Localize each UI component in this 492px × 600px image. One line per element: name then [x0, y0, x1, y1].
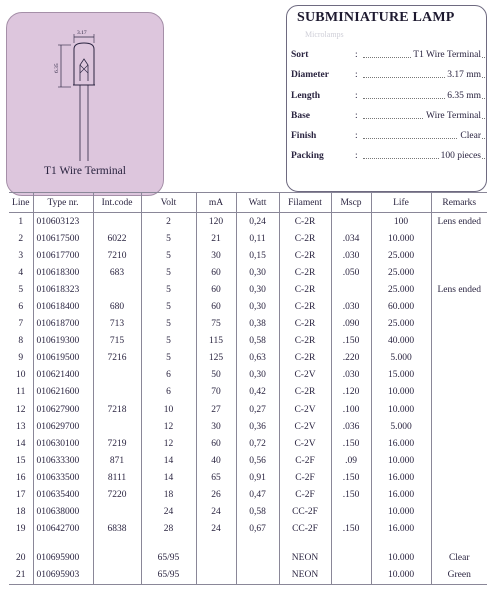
table-row: [9, 247, 487, 264]
cell-int-code: 683: [93, 264, 141, 281]
cell-mscp: .100: [331, 401, 371, 418]
cell-remarks: [431, 435, 487, 452]
spec-colon: :: [355, 131, 358, 141]
cell-type-nr: 010695900: [33, 550, 93, 567]
cell-line: 10: [16, 370, 26, 381]
cell-filament: C-2V: [279, 418, 331, 435]
cell-mscp: .050: [331, 264, 371, 281]
cell-watt: 0,72: [236, 435, 279, 452]
cell-mscp: .150: [331, 521, 371, 538]
cell-int-code: 715: [93, 333, 141, 350]
cell-filament: C-2R: [279, 350, 331, 367]
header-remarks: Remarks: [431, 193, 487, 213]
table-header-row: [9, 193, 487, 213]
cell-int-code: 871: [93, 452, 141, 469]
lamp-caption: T1 Wire Terminal: [44, 165, 126, 177]
cell-watt: 0,63: [236, 350, 279, 367]
gap-cell: [371, 538, 431, 550]
cell-type-nr: 010618400: [33, 298, 93, 315]
cell-line: 3: [18, 250, 24, 261]
cell-type-nr: 010617700: [33, 247, 93, 264]
cell-int-code: 680: [93, 298, 141, 315]
cell-type-nr: 010633500: [33, 469, 93, 486]
cell-life: 16.000: [371, 487, 431, 504]
cell-ma: 30: [196, 247, 236, 264]
spec-colon: :: [355, 151, 358, 161]
cell-life: 25.000: [371, 247, 431, 264]
lamp-image-panel: [6, 12, 164, 196]
spec-value: T1 Wire Terminal: [413, 50, 481, 60]
spec-panel: [286, 5, 487, 192]
cell-watt: 0,42: [236, 384, 279, 401]
cell-remarks: Lens ended: [431, 213, 487, 231]
cell-remarks: [431, 350, 487, 367]
cell-ma: [196, 550, 236, 567]
cell-volt: 12: [141, 435, 196, 452]
cell-life: 60.000: [371, 298, 431, 315]
cell-mscp: .150: [331, 469, 371, 486]
cell-line: 4: [18, 267, 24, 278]
cell-remarks: [431, 247, 487, 264]
cell-type-nr: 010635400: [33, 487, 93, 504]
spec-value: 3.17 mm: [447, 70, 481, 80]
cell-line: 15: [16, 455, 26, 466]
cell-int-code: 7210: [93, 247, 141, 264]
cell-remarks: [431, 333, 487, 350]
cell-type-nr: 010638000: [33, 504, 93, 521]
cell-mscp: .034: [331, 230, 371, 247]
cell-remarks: [431, 264, 487, 281]
cell-mscp: [331, 567, 371, 585]
cell-life: 10.000: [371, 230, 431, 247]
cell-ma: 21: [196, 230, 236, 247]
table-row: [9, 264, 487, 281]
cell-filament: C-2F: [279, 487, 331, 504]
cell-filament: C-2F: [279, 469, 331, 486]
cell-life: 16.000: [371, 469, 431, 486]
cell-mscp: .030: [331, 247, 371, 264]
cell-type-nr: 010630100: [33, 435, 93, 452]
cell-mscp: .220: [331, 350, 371, 367]
cell-life: 16.000: [371, 521, 431, 538]
cell-ma: 60: [196, 298, 236, 315]
cell-remarks: [431, 230, 487, 247]
cell-watt: 0,36: [236, 418, 279, 435]
cell-int-code: 713: [93, 316, 141, 333]
cell-line: 17: [16, 490, 26, 501]
cell-line: 13: [16, 421, 26, 432]
cell-life: 10.000: [371, 504, 431, 521]
cell-volt: 5: [141, 247, 196, 264]
cell-ma: 75: [196, 316, 236, 333]
cell-line: 5: [18, 284, 24, 295]
cell-int-code: 8111: [93, 469, 141, 486]
cell-type-nr: 010621400: [33, 367, 93, 384]
table-row: [9, 333, 487, 350]
header-line: Line: [9, 193, 33, 213]
cell-filament: C-2V: [279, 401, 331, 418]
spec-colon: :: [355, 50, 358, 60]
cell-watt: 0,15: [236, 247, 279, 264]
cell-mscp: .150: [331, 487, 371, 504]
cell-mscp: [331, 504, 371, 521]
cell-watt: 0,58: [236, 333, 279, 350]
cell-ma: 60: [196, 435, 236, 452]
cell-ma: 60: [196, 264, 236, 281]
cell-int-code: 7216: [93, 350, 141, 367]
cell-remarks: [431, 521, 487, 538]
cell-filament: C-2R: [279, 213, 331, 231]
cell-type-nr: 010642700: [33, 521, 93, 538]
spec-value: 100 pieces: [440, 151, 481, 161]
spec-colon: :: [355, 70, 358, 80]
cell-remarks: [431, 452, 487, 469]
cell-watt: 0,67: [236, 521, 279, 538]
cell-line: 11: [16, 387, 26, 398]
cell-volt: 2: [141, 213, 196, 231]
cell-filament: C-2R: [279, 281, 331, 298]
gap-cell: [93, 538, 141, 550]
cell-type-nr: 010619500: [33, 350, 93, 367]
cell-remarks: Clear: [431, 550, 487, 567]
spec-label: Sort: [291, 50, 309, 60]
cell-mscp: .090: [331, 316, 371, 333]
cell-volt: 5: [141, 316, 196, 333]
cell-watt: 0,30: [236, 367, 279, 384]
cell-watt: [236, 567, 279, 585]
spec-label: Diameter: [291, 70, 329, 80]
cell-int-code: [93, 550, 141, 567]
lamp-diagram: [45, 23, 125, 163]
spec-row-diameter: [291, 70, 485, 86]
header-watt: Watt: [236, 193, 279, 213]
table-row: [9, 418, 487, 435]
cell-filament: C-2V: [279, 367, 331, 384]
cell-watt: 0,30: [236, 264, 279, 281]
header-filament: Filament: [279, 193, 331, 213]
cell-line: 1: [18, 216, 24, 227]
cell-volt: 5: [141, 230, 196, 247]
cell-int-code: 7218: [93, 401, 141, 418]
cell-volt: 14: [141, 469, 196, 486]
cell-life: 10.000: [371, 452, 431, 469]
cell-watt: 0,30: [236, 281, 279, 298]
cell-volt: 5: [141, 298, 196, 315]
spec-value: Wire Terminal: [426, 111, 481, 121]
cell-ma: 60: [196, 281, 236, 298]
cell-remarks: [431, 401, 487, 418]
table-row: [9, 504, 487, 521]
table-row: [9, 367, 487, 384]
cell-mscp: .030: [331, 367, 371, 384]
gap-cell: [196, 538, 236, 550]
spec-value: 6.35 mm: [447, 91, 481, 101]
cell-filament: C-2R: [279, 298, 331, 315]
gap-cell: [431, 538, 487, 550]
cell-watt: 0,58: [236, 504, 279, 521]
cell-life: 5.000: [371, 350, 431, 367]
spec-row-length: [291, 91, 485, 107]
cell-life: 25.000: [371, 281, 431, 298]
cell-life: 10.000: [371, 384, 431, 401]
spec-colon: :: [355, 91, 358, 101]
cell-type-nr: 010627900: [33, 401, 93, 418]
cell-line: 6: [18, 302, 24, 313]
table-body: [9, 213, 487, 585]
cell-filament: CC-2F: [279, 521, 331, 538]
cell-watt: 0,47: [236, 487, 279, 504]
cell-life: 100: [371, 213, 431, 231]
table-row: [9, 469, 487, 486]
gap-cell: [279, 538, 331, 550]
cell-life: 10.000: [371, 550, 431, 567]
cell-mscp: [331, 213, 371, 231]
cell-volt: 5: [141, 350, 196, 367]
cell-filament: C-2R: [279, 333, 331, 350]
cell-remarks: [431, 469, 487, 486]
cell-watt: 0,91: [236, 469, 279, 486]
spec-row-base: [291, 111, 485, 127]
cell-int-code: 7219: [93, 435, 141, 452]
cell-filament: C-2F: [279, 452, 331, 469]
header-type-nr: Type nr.: [33, 193, 93, 213]
cell-type-nr: 010603123: [33, 213, 93, 231]
cell-volt: 28: [141, 521, 196, 538]
cell-filament: C-2R: [279, 264, 331, 281]
cell-life: 25.000: [371, 264, 431, 281]
cell-watt: 0,27: [236, 401, 279, 418]
cell-int-code: [93, 504, 141, 521]
spec-value: Clear: [460, 131, 481, 141]
cell-filament: C-2V: [279, 435, 331, 452]
cell-ma: 115: [196, 333, 236, 350]
cell-watt: 0,56: [236, 452, 279, 469]
spec-label: Finish: [291, 131, 317, 141]
table-row: [9, 435, 487, 452]
cell-int-code: 7220: [93, 487, 141, 504]
table-row: [9, 298, 487, 315]
cell-life: 10.000: [371, 401, 431, 418]
cell-remarks: [431, 384, 487, 401]
spec-colon: :: [355, 111, 358, 121]
table-row: [9, 213, 487, 231]
cell-volt: 14: [141, 452, 196, 469]
spec-faint-text: Microlamps: [305, 30, 344, 39]
cell-int-code: [93, 567, 141, 585]
cell-mscp: .150: [331, 333, 371, 350]
header-life: Life: [371, 193, 431, 213]
header-mscp: Mscp: [331, 193, 371, 213]
gap-cell: [9, 538, 33, 550]
cell-line: 14: [16, 438, 26, 449]
cell-ma: 24: [196, 504, 236, 521]
cell-type-nr: 010618700: [33, 316, 93, 333]
cell-remarks: [431, 316, 487, 333]
table-row: [9, 567, 487, 585]
gap-cell: [33, 538, 93, 550]
cell-mscp: .09: [331, 452, 371, 469]
cell-int-code: [93, 367, 141, 384]
table-row: [9, 487, 487, 504]
cell-ma: 30: [196, 418, 236, 435]
cell-ma: 125: [196, 350, 236, 367]
header-volt: Volt: [141, 193, 196, 213]
cell-line: 8: [18, 336, 24, 347]
cell-type-nr: 010695903: [33, 567, 93, 585]
cell-ma: 70: [196, 384, 236, 401]
table-row: [9, 384, 487, 401]
table-row: [9, 521, 487, 538]
cell-life: 10.000: [371, 567, 431, 585]
cell-mscp: .036: [331, 418, 371, 435]
cell-type-nr: 010621600: [33, 384, 93, 401]
cell-volt: 65/95: [141, 550, 196, 567]
cell-line: 20: [16, 553, 26, 564]
cell-int-code: [93, 281, 141, 298]
cell-volt: 12: [141, 418, 196, 435]
cell-ma: 40: [196, 452, 236, 469]
table-row: [9, 316, 487, 333]
spec-label: Packing: [291, 151, 324, 161]
cell-line: 21: [9, 567, 33, 585]
cell-mscp: .120: [331, 384, 371, 401]
spec-title: SUBMINIATURE LAMP: [297, 10, 455, 25]
cell-line: 9: [18, 353, 24, 364]
table-gap-row: [9, 538, 487, 550]
cell-mscp: .030: [331, 298, 371, 315]
cell-remarks: [431, 504, 487, 521]
table-row: [9, 550, 487, 567]
spec-row-finish: [291, 131, 485, 147]
cell-volt: 18: [141, 487, 196, 504]
cell-type-nr: 010617500: [33, 230, 93, 247]
cell-ma: 27: [196, 401, 236, 418]
cell-filament: C-2R: [279, 230, 331, 247]
cell-line: 19: [16, 524, 26, 535]
cell-watt: [236, 550, 279, 567]
header-ma: mA: [196, 193, 236, 213]
cell-filament: C-2R: [279, 384, 331, 401]
cell-remarks: [431, 367, 487, 384]
gap-cell: [236, 538, 279, 550]
cell-type-nr: 010618300: [33, 264, 93, 281]
cell-watt: 0,30: [236, 298, 279, 315]
cell-type-nr: 010633300: [33, 452, 93, 469]
table-row: [9, 452, 487, 469]
cell-ma: 65: [196, 469, 236, 486]
dim-length-label: 6.35: [54, 63, 60, 73]
gap-cell: [331, 538, 371, 550]
cell-life: 5.000: [371, 418, 431, 435]
cell-line: 16: [16, 472, 26, 483]
cell-int-code: [93, 384, 141, 401]
cell-ma: [196, 567, 236, 585]
cell-life: 15.000: [371, 367, 431, 384]
cell-line: 2: [18, 233, 24, 244]
cell-mscp: [331, 550, 371, 567]
cell-remarks: Green: [431, 567, 487, 585]
cell-type-nr: 010629700: [33, 418, 93, 435]
cell-life: 40.000: [371, 333, 431, 350]
cell-type-nr: 010618323: [33, 281, 93, 298]
cell-watt: 0,11: [236, 230, 279, 247]
cell-ma: 26: [196, 487, 236, 504]
cell-int-code: 6838: [93, 521, 141, 538]
spec-row-sort: [291, 50, 485, 66]
header-int-code: Int.code: [93, 193, 141, 213]
cell-ma: 24: [196, 521, 236, 538]
cell-filament: NEON: [279, 550, 331, 567]
cell-mscp: [331, 281, 371, 298]
cell-int-code: [93, 418, 141, 435]
table-row: [9, 281, 487, 298]
cell-mscp: .150: [331, 435, 371, 452]
cell-volt: 10: [141, 401, 196, 418]
table-row: [9, 401, 487, 418]
cell-watt: 0,38: [236, 316, 279, 333]
spec-label: Length: [291, 91, 321, 101]
cell-filament: CC-2F: [279, 504, 331, 521]
gap-cell: [141, 538, 196, 550]
cell-volt: 65/95: [141, 567, 196, 585]
cell-volt: 5: [141, 333, 196, 350]
table-row: [9, 350, 487, 367]
spec-row-packing: [291, 151, 485, 167]
cell-int-code: 6022: [93, 230, 141, 247]
cell-ma: 120: [196, 213, 236, 231]
table-row: [9, 230, 487, 247]
cell-remarks: [431, 298, 487, 315]
cell-ma: 50: [196, 367, 236, 384]
cell-line: 12: [16, 404, 26, 415]
cell-filament: C-2R: [279, 316, 331, 333]
cell-remarks: Lens ended: [431, 281, 487, 298]
dim-width-label: 3.17: [77, 30, 87, 36]
cell-volt: 6: [141, 384, 196, 401]
cell-int-code: [93, 213, 141, 231]
cell-volt: 24: [141, 504, 196, 521]
cell-type-nr: 010619300: [33, 333, 93, 350]
cell-volt: 6: [141, 367, 196, 384]
cell-filament: NEON: [279, 567, 331, 585]
cell-remarks: [431, 487, 487, 504]
lamp-table: [9, 192, 487, 585]
spec-label: Base: [291, 111, 310, 121]
cell-volt: 5: [141, 264, 196, 281]
cell-life: 25.000: [371, 316, 431, 333]
cell-watt: 0,24: [236, 213, 279, 231]
cell-filament: C-2R: [279, 247, 331, 264]
cell-line: 18: [16, 507, 26, 518]
cell-life: 16.000: [371, 435, 431, 452]
cell-volt: 5: [141, 281, 196, 298]
cell-line: 7: [18, 319, 24, 330]
cell-remarks: [431, 418, 487, 435]
